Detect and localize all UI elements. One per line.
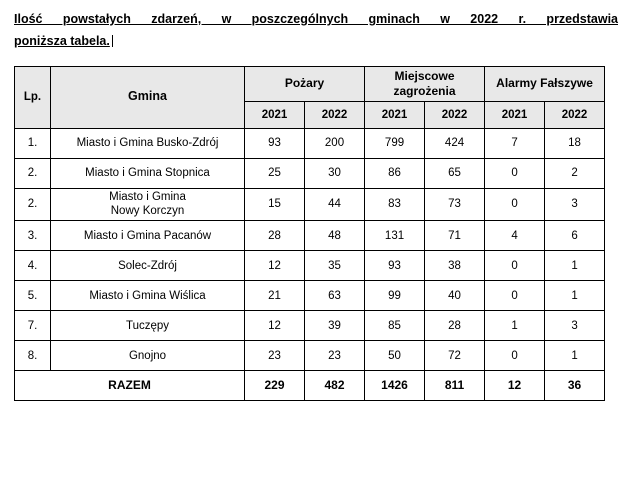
cell-miejscowe-2021: 99	[365, 281, 425, 311]
cell-alarmy-2022: 6	[545, 221, 605, 251]
cell-miejscowe-2021: 86	[365, 158, 425, 188]
cell-alarmy-2022: 2	[545, 158, 605, 188]
cell-total-pozary-2021: 229	[245, 371, 305, 401]
header-alarmy-2021: 2021	[485, 101, 545, 128]
cell-lp: 5.	[15, 281, 51, 311]
cell-miejscowe-2022: 40	[425, 281, 485, 311]
cell-alarmy-2022: 1	[545, 281, 605, 311]
cell-alarmy-2021: 7	[485, 128, 545, 158]
cell-gmina: Gnojno	[51, 341, 245, 371]
table-row	[15, 188, 605, 221]
table-row	[15, 341, 605, 371]
cell-gmina	[51, 188, 245, 221]
cell-gmina: Miasto i Gmina Stopnica	[51, 158, 245, 188]
cell-miejscowe-2021: 83	[365, 188, 425, 221]
cell-total-alarmy-2022: 36	[545, 371, 605, 401]
header-lp: Lp.	[15, 66, 51, 128]
cell-gmina: Solec-Zdrój	[51, 251, 245, 281]
header-alarmy-2022: 2022	[545, 101, 605, 128]
cell-total-miejscowe-2022: 811	[425, 371, 485, 401]
intro-line-2-text: poniższa tabela.	[14, 34, 110, 49]
cell-lp: 2.	[15, 188, 51, 221]
intro-line-1	[14, 10, 618, 29]
cell-gmina: Miasto i Gmina Wiślica	[51, 281, 245, 311]
cell-miejscowe-2021: 85	[365, 311, 425, 341]
table-row	[15, 221, 605, 251]
table-row	[15, 251, 605, 281]
cell-lp: 7.	[15, 311, 51, 341]
cell-gmina: Miasto i Gmina Busko-Zdrój	[51, 128, 245, 158]
header-miejscowe-2022: 2022	[425, 101, 485, 128]
header-miejscowe-2021: 2021	[365, 101, 425, 128]
cell-lp: 2.	[15, 158, 51, 188]
cell-miejscowe-2021: 50	[365, 341, 425, 371]
cell-total-label: RAZEM	[15, 371, 245, 401]
cell-lp: 3.	[15, 221, 51, 251]
cell-pozary-2022: 63	[305, 281, 365, 311]
cell-gmina-line-1: Miasto i Gmina	[109, 190, 186, 203]
cell-alarmy-2021: 0	[485, 188, 545, 221]
table-header-row-1	[15, 66, 605, 101]
header-group-alarmy-falszywe: Alarmy Fałszywe	[485, 66, 605, 101]
header-group-miejscowe-zagrozenia: Miejscowe zagrożenia	[365, 66, 485, 101]
cell-pozary-2021: 28	[245, 221, 305, 251]
cell-miejscowe-2022: 38	[425, 251, 485, 281]
cell-alarmy-2022: 1	[545, 341, 605, 371]
incidents-table	[14, 66, 605, 402]
cell-alarmy-2022: 18	[545, 128, 605, 158]
cell-pozary-2022: 35	[305, 251, 365, 281]
cell-pozary-2021: 21	[245, 281, 305, 311]
cell-pozary-2021: 25	[245, 158, 305, 188]
cell-pozary-2021: 93	[245, 128, 305, 158]
cell-alarmy-2021: 0	[485, 281, 545, 311]
cell-lp: 1.	[15, 128, 51, 158]
cell-pozary-2021: 12	[245, 311, 305, 341]
table-body	[15, 128, 605, 401]
table-row	[15, 158, 605, 188]
cell-miejscowe-2022: 72	[425, 341, 485, 371]
cell-pozary-2021: 23	[245, 341, 305, 371]
cell-pozary-2022: 200	[305, 128, 365, 158]
cell-alarmy-2021: 0	[485, 251, 545, 281]
cell-lp: 4.	[15, 251, 51, 281]
cell-miejscowe-2021: 93	[365, 251, 425, 281]
cell-miejscowe-2022: 65	[425, 158, 485, 188]
cell-pozary-2022: 44	[305, 188, 365, 221]
intro-paragraph	[14, 10, 618, 52]
cell-gmina: Miasto i Gmina Pacanów	[51, 221, 245, 251]
cell-gmina: Tuczępy	[51, 311, 245, 341]
cell-pozary-2022: 39	[305, 311, 365, 341]
table-row	[15, 311, 605, 341]
header-gmina: Gmina	[51, 66, 245, 128]
header-pozary-2021: 2021	[245, 101, 305, 128]
table-row	[15, 281, 605, 311]
cell-lp: 8.	[15, 341, 51, 371]
cell-total-miejscowe-2021: 1426	[365, 371, 425, 401]
text-cursor	[112, 35, 113, 47]
table-total-row	[15, 371, 605, 401]
intro-line-2	[14, 32, 618, 51]
cell-pozary-2022: 23	[305, 341, 365, 371]
header-pozary-2022: 2022	[305, 101, 365, 128]
cell-miejscowe-2022: 28	[425, 311, 485, 341]
cell-miejscowe-2022: 73	[425, 188, 485, 221]
cell-pozary-2021: 15	[245, 188, 305, 221]
cell-miejscowe-2021: 131	[365, 221, 425, 251]
cell-pozary-2022: 30	[305, 158, 365, 188]
cell-miejscowe-2021: 799	[365, 128, 425, 158]
cell-alarmy-2021: 0	[485, 158, 545, 188]
cell-alarmy-2022: 1	[545, 251, 605, 281]
cell-alarmy-2021: 4	[485, 221, 545, 251]
cell-alarmy-2022: 3	[545, 311, 605, 341]
cell-alarmy-2022: 3	[545, 188, 605, 221]
cell-total-pozary-2022: 482	[305, 371, 365, 401]
cell-miejscowe-2022: 71	[425, 221, 485, 251]
cell-pozary-2022: 48	[305, 221, 365, 251]
table-header	[15, 66, 605, 128]
header-group-pozary: Pożary	[245, 66, 365, 101]
cell-gmina-line-2: Nowy Korczyn	[110, 204, 185, 217]
cell-alarmy-2021: 0	[485, 341, 545, 371]
cell-miejscowe-2022: 424	[425, 128, 485, 158]
intro-line-1-text: Ilość powstałych zdarzeń, w poszczególnych gminach w 2022 r. przedstawia	[14, 12, 618, 26]
cell-total-alarmy-2021: 12	[485, 371, 545, 401]
table-row	[15, 128, 605, 158]
cell-pozary-2021: 12	[245, 251, 305, 281]
cell-alarmy-2021: 1	[485, 311, 545, 341]
